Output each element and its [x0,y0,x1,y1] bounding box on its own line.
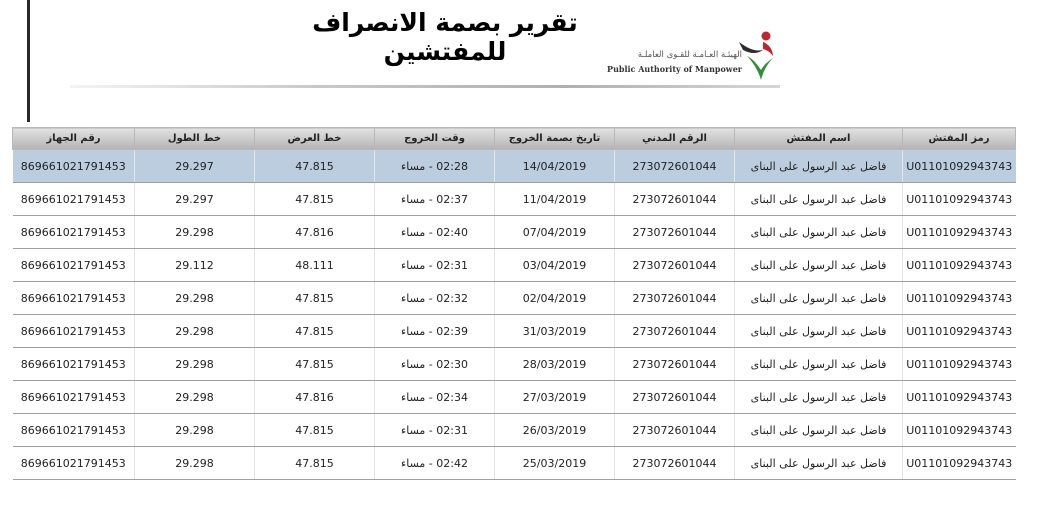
table-header-row [13,128,1016,150]
table-row[interactable] [13,414,1016,447]
cell-latitude: 47.815 [255,282,375,315]
cell-inspector-name: فاضل عبد الرسول على البناى [735,282,903,315]
cell-exit-date: 26/03/2019 [495,414,615,447]
cell-exit-date: 25/03/2019 [495,447,615,480]
cell-inspector-code: U01101092943743 [903,183,1016,216]
cell-inspector-name: فاضل عبد الرسول على البناى [735,414,903,447]
table-row[interactable] [13,447,1016,480]
header-divider [70,85,780,88]
cell-inspector-name: فاضل عبد الرسول على البناى [735,249,903,282]
cell-civil-id: 273072601044 [615,150,735,183]
cell-exit-date: 27/03/2019 [495,381,615,414]
cell-device: 869661021791453 [13,282,135,315]
column-header-inspector-name[interactable]: اسم المفتش [735,128,903,150]
cell-inspector-name: فاضل عبد الرسول على البناى [735,348,903,381]
cell-inspector-name: فاضل عبد الرسول على البناى [735,216,903,249]
cell-civil-id: 273072601044 [615,249,735,282]
cell-latitude: 47.816 [255,381,375,414]
cell-exit-time: 02:31 - مساء [375,414,495,447]
column-header-exit-time[interactable]: وقت الخروج [375,128,495,150]
cell-inspector-code: U01101092943743 [903,150,1016,183]
cell-inspector-name: فاضل عبد الرسول على البناى [735,381,903,414]
cell-longitude: 29.297 [135,183,255,216]
table-row[interactable] [13,216,1016,249]
cell-exit-date: 11/04/2019 [495,183,615,216]
cell-exit-time: 02:40 - مساء [375,216,495,249]
table-body [13,150,1016,480]
table-row[interactable] [13,381,1016,414]
cell-device: 869661021791453 [13,216,135,249]
cell-exit-time: 02:37 - مساء [375,183,495,216]
cell-device: 869661021791453 [13,249,135,282]
column-header-civil-id[interactable]: الرقم المدني [615,128,735,150]
cell-inspector-code: U01101092943743 [903,381,1016,414]
cell-device: 869661021791453 [13,348,135,381]
cell-civil-id: 273072601044 [615,216,735,249]
cell-exit-time: 02:30 - مساء [375,348,495,381]
authority-emblem-icon [733,28,779,82]
cell-latitude: 47.815 [255,348,375,381]
table-row[interactable] [13,183,1016,216]
table-row[interactable] [13,315,1016,348]
cell-device: 869661021791453 [13,414,135,447]
cell-inspector-name: فاضل عبد الرسول على البناى [735,315,903,348]
column-header-longitude[interactable]: خط الطول [135,128,255,150]
cell-inspector-name: فاضل عبد الرسول على البناى [735,447,903,480]
cell-longitude: 29.298 [135,216,255,249]
cell-longitude: 29.298 [135,282,255,315]
cell-civil-id: 273072601044 [615,447,735,480]
cell-longitude: 29.112 [135,249,255,282]
cell-exit-time: 02:34 - مساء [375,381,495,414]
cell-latitude: 47.815 [255,150,375,183]
table-row[interactable] [13,249,1016,282]
table-row[interactable] [13,150,1016,183]
cell-latitude: 47.815 [255,447,375,480]
cell-civil-id: 273072601044 [615,315,735,348]
cell-longitude: 29.298 [135,447,255,480]
cell-exit-date: 02/04/2019 [495,282,615,315]
cell-device: 869661021791453 [13,183,135,216]
cell-civil-id: 273072601044 [615,282,735,315]
cell-exit-time: 02:28 - مساء [375,150,495,183]
cell-latitude: 47.815 [255,315,375,348]
cell-inspector-code: U01101092943743 [903,282,1016,315]
cell-inspector-code: U01101092943743 [903,414,1016,447]
cell-latitude: 47.816 [255,216,375,249]
cell-device: 869661021791453 [13,150,135,183]
authority-logo [607,22,787,84]
cell-inspector-name: فاضل عبد الرسول على البناى [735,183,903,216]
cell-latitude: 47.815 [255,414,375,447]
table-row[interactable] [13,282,1016,315]
logo-english-name: Public Authority of Manpower [607,64,742,74]
logo-arabic-name: الهيئـة العـامـة للقـوى العاملـة [637,50,742,60]
page-edge-bar [27,0,30,122]
cell-inspector-code: U01101092943743 [903,315,1016,348]
cell-exit-date: 03/04/2019 [495,249,615,282]
cell-exit-date: 07/04/2019 [495,216,615,249]
cell-exit-time: 02:42 - مساء [375,447,495,480]
cell-latitude: 47.815 [255,183,375,216]
cell-exit-time: 02:39 - مساء [375,315,495,348]
column-header-inspector-code[interactable]: رمز المفتش [903,128,1016,150]
column-header-latitude[interactable]: خط العرض [255,128,375,150]
column-header-device[interactable]: رقم الجهاز [13,128,135,150]
cell-exit-time: 02:31 - مساء [375,249,495,282]
cell-longitude: 29.298 [135,315,255,348]
cell-device: 869661021791453 [13,315,135,348]
cell-exit-date: 14/04/2019 [495,150,615,183]
report-title: تقرير بصمة الانصراف للمفتشين [312,8,578,66]
cell-device: 869661021791453 [13,381,135,414]
cell-inspector-code: U01101092943743 [903,348,1016,381]
cell-longitude: 29.298 [135,381,255,414]
attendance-table [12,127,1016,480]
column-header-exit-date[interactable]: تاريخ بصمة الخروج [495,128,615,150]
cell-civil-id: 273072601044 [615,183,735,216]
cell-inspector-code: U01101092943743 [903,216,1016,249]
cell-civil-id: 273072601044 [615,414,735,447]
cell-longitude: 29.298 [135,414,255,447]
cell-exit-time: 02:32 - مساء [375,282,495,315]
cell-civil-id: 273072601044 [615,348,735,381]
cell-longitude: 29.298 [135,348,255,381]
cell-exit-date: 31/03/2019 [495,315,615,348]
cell-inspector-code: U01101092943743 [903,447,1016,480]
cell-inspector-name: فاضل عبد الرسول على البناى [735,150,903,183]
cell-inspector-code: U01101092943743 [903,249,1016,282]
cell-latitude: 48.111 [255,249,375,282]
cell-civil-id: 273072601044 [615,381,735,414]
cell-device: 869661021791453 [13,447,135,480]
table-row[interactable] [13,348,1016,381]
cell-longitude: 29.297 [135,150,255,183]
cell-exit-date: 28/03/2019 [495,348,615,381]
